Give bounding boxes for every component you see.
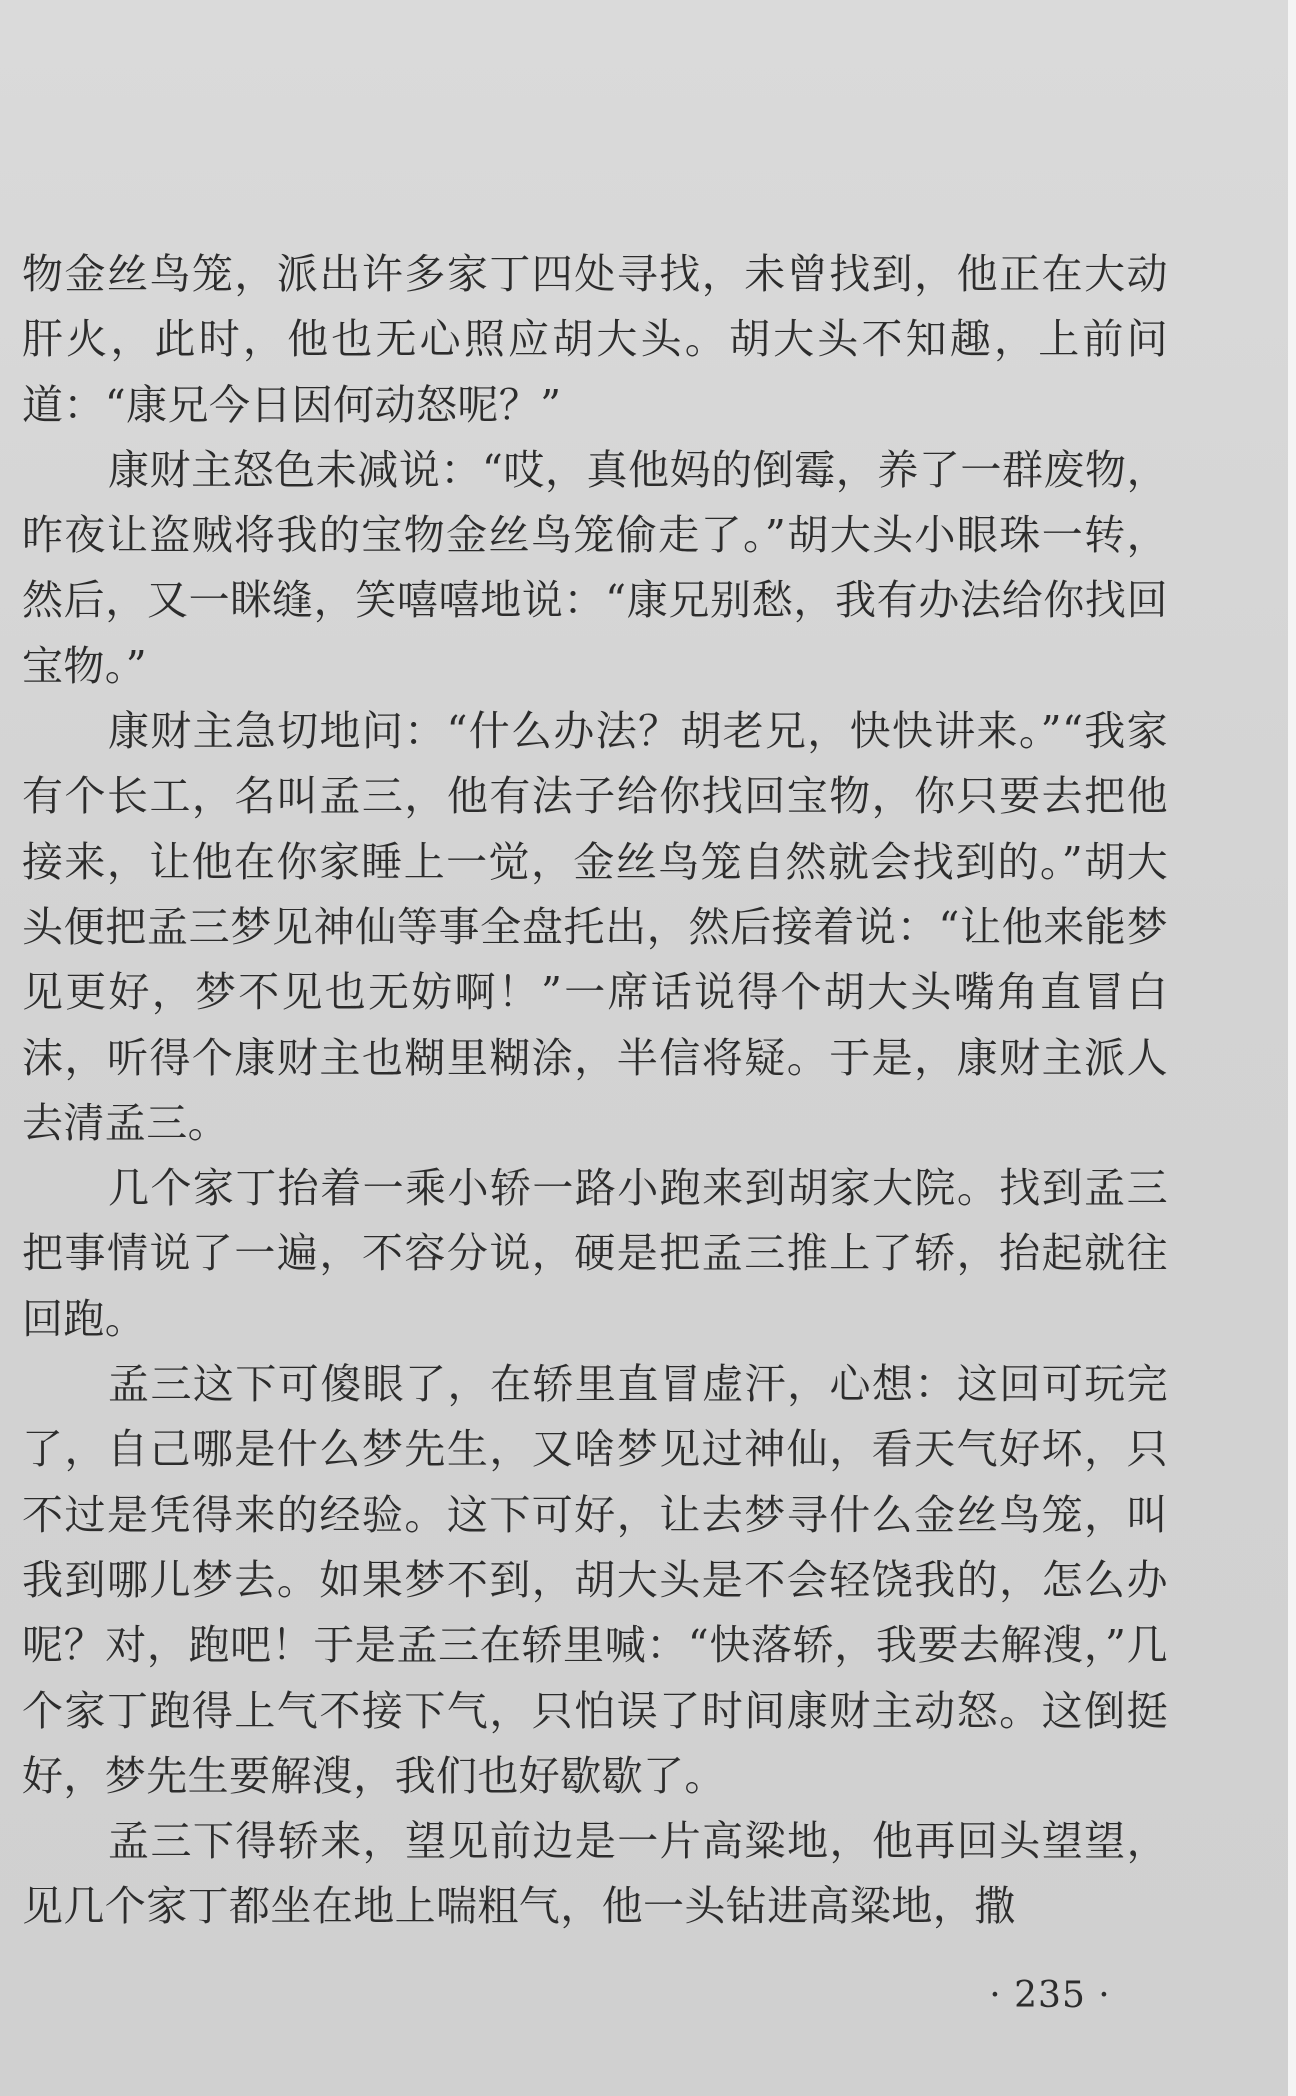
body-text xyxy=(22,242,1168,1940)
paragraph-4: 几个家丁抬着一乘小轿一路小跑来到胡家大院。找到孟三把事情说了一遍，不容分说，硬是把孟三推上了轿，抬起就往回跑。 xyxy=(22,1164,1168,1343)
paragraph-3: 康财主急切地问：“什么办法？胡老兄，快快讲来。”“我家有个长工，名叫孟三，他有法子给你找回宝物，你只要去把他接来，让他在你家睡上一觉，金丝鸟笼自然就会找到的。”胡大头便把孟三梦见神仙等事全盘托出，然后接着说：“让他来能梦见更好，梦不见也无妨啊！”一席话说得个胡大头嘴角直冒白沫，听得个康财主也糊里糊涂，半信将疑。于是，康财主派人去清孟三。 xyxy=(22,707,1168,1147)
page-number: · 235 · xyxy=(989,1975,1111,2016)
paragraph-1: 物金丝鸟笼，派出许多家丁四处寻找，未曾找到，他正在大动肝火，此时，他也无心照应胡大头。胡大头不知趣，上前问道：“康兄今日因何动怒呢？” xyxy=(22,250,1168,429)
paragraph-6: 孟三下得轿来，望见前边是一片高粱地，他再回头望望，见几个家丁都坐在地上喘粗气，他一头钻进高粱地，撒 xyxy=(22,1817,1168,1931)
paragraph-5: 孟三这下可傻眼了，在轿里直冒虚汗，心想：这回可玩完了，自己哪是什么梦先生，又啥梦见过神仙，看天气好坏，只不过是凭得来的经验。这下可好，让去梦寻什么金丝鸟笼，叫我到哪儿梦去。如果梦不到，胡大头是不会轻饶我的，怎么办呢？对，跑吧！于是孟三在轿里喊：“快落轿，我要去解溲，”几个家丁跑得上气不接下气，只怕误了时间康财主动怒。这倒挺好，梦先生要解溲，我们也好歇歇了。 xyxy=(22,1360,1168,1800)
page-edge xyxy=(1288,0,1296,2096)
paragraph-2: 康财主怒色未减说：“哎，真他妈的倒霉，养了一群废物，昨夜让盗贼将我的宝物金丝鸟笼偷走了。”胡大头小眼珠一转，然后，又一眯缝，笑嘻嘻地说：“康兄别愁，我有办法给你找回宝物。” xyxy=(22,445,1168,690)
